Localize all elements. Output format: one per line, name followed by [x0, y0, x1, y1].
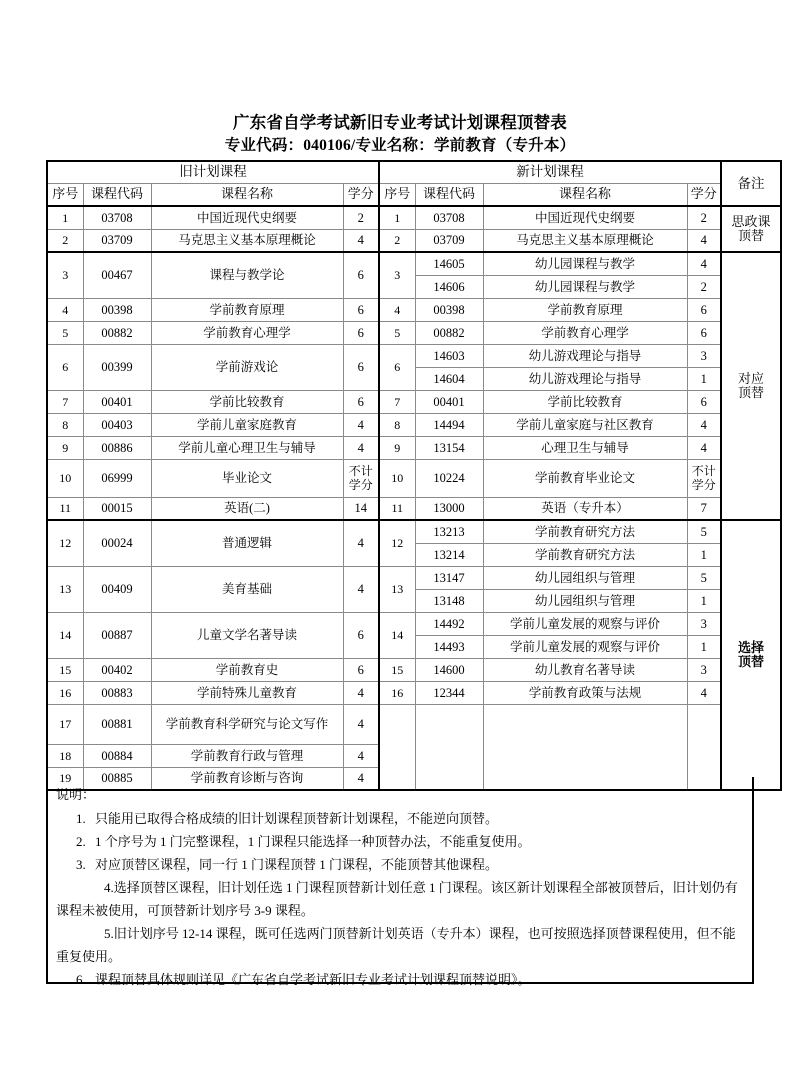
new-seq: 9 — [379, 436, 415, 459]
new-credit: 6 — [687, 321, 721, 344]
new-name: 学前儿童家庭与社区教育 — [483, 413, 687, 436]
table-row — [47, 413, 781, 436]
column-header-old-credit: 学分 — [343, 183, 379, 206]
new-credit: 7 — [687, 497, 721, 520]
new-code: 14605 — [415, 252, 483, 275]
old-seq: 1 — [47, 206, 83, 229]
old-name: 学前特殊儿童教育 — [151, 681, 343, 704]
old-code: 03709 — [83, 229, 151, 252]
new-name: 学前教育研究方法 — [483, 520, 687, 543]
new-name: 学前比较教育 — [483, 390, 687, 413]
new-credit: 6 — [687, 390, 721, 413]
page-title: 广东省自学考试新旧专业考试计划课程顶替表 — [233, 113, 567, 132]
course-substitution-table-wrapper — [46, 160, 771, 791]
old-name: 学前教育科学研究与论文写作 — [151, 704, 343, 744]
old-seq: 8 — [47, 413, 83, 436]
new-code: 14494 — [415, 413, 483, 436]
new-code: 00882 — [415, 321, 483, 344]
old-name: 英语(二) — [151, 497, 343, 520]
new-seq: 15 — [379, 658, 415, 681]
new-code: 14493 — [415, 635, 483, 658]
remark-optional — [721, 520, 781, 790]
table-row — [47, 206, 781, 229]
old-credit-line2: 学分 — [348, 478, 373, 492]
old-credit: 4 — [343, 413, 379, 436]
table-row — [47, 252, 781, 275]
new-credit: 1 — [687, 635, 721, 658]
new-seq: 2 — [379, 229, 415, 252]
table-row — [47, 344, 781, 367]
new-credit: 5 — [687, 566, 721, 589]
new-credit — [687, 459, 721, 497]
note-text: 只能用已取得合格成绩的旧计划课程顶替新计划课程，不能逆向顶替。 — [95, 811, 499, 826]
remark-politics-line1: 思政课 — [731, 214, 771, 229]
new-name: 英语（专升本） — [483, 497, 687, 520]
new-credit: 5 — [687, 520, 721, 543]
new-seq: 11 — [379, 497, 415, 520]
old-credit: 4 — [343, 681, 379, 704]
table-row — [47, 520, 781, 543]
note-number: 2. — [76, 834, 86, 849]
new-name: 幼儿游戏理论与指导 — [483, 367, 687, 390]
new-name: 幼儿园组织与管理 — [483, 566, 687, 589]
old-seq: 17 — [47, 704, 83, 744]
new-name: 心理卫生与辅导 — [483, 436, 687, 459]
old-code: 00403 — [83, 413, 151, 436]
old-credit: 14 — [343, 497, 379, 520]
old-seq: 6 — [47, 344, 83, 390]
old-code: 00885 — [83, 767, 151, 790]
old-credit-line1: 不计 — [348, 464, 373, 478]
note-item — [56, 922, 744, 968]
new-credit: 4 — [687, 413, 721, 436]
old-name: 学前教育原理 — [151, 298, 343, 321]
note-item — [56, 876, 744, 922]
old-seq: 10 — [47, 459, 83, 497]
old-credit: 4 — [343, 744, 379, 767]
note-item — [56, 968, 744, 991]
old-credit: 4 — [343, 704, 379, 744]
note-text: 选择顶替区课程，旧计划任选 1 门课程顶替新计划任意 1 门课程。该区新计划课程全部被顶替后，旧计划仍有课程未被使用，可顶替新计划序号 3-9 课程。 — [56, 880, 738, 918]
group-header-new-plan: 新计划课程 — [379, 161, 721, 183]
new-code: 14492 — [415, 612, 483, 635]
old-credit: 4 — [343, 767, 379, 790]
table-row — [47, 390, 781, 413]
old-seq: 7 — [47, 390, 83, 413]
new-code: 03709 — [415, 229, 483, 252]
old-credit: 6 — [343, 390, 379, 413]
new-code: 13214 — [415, 543, 483, 566]
table-row — [47, 436, 781, 459]
note-item — [56, 807, 744, 830]
new-code: 00398 — [415, 298, 483, 321]
table-row — [47, 681, 781, 704]
old-name: 儿童文学名著导读 — [151, 612, 343, 658]
new-code: 03708 — [415, 206, 483, 229]
old-name: 毕业论文 — [151, 459, 343, 497]
old-credit: 6 — [343, 252, 379, 298]
note-item — [56, 853, 744, 876]
old-name: 普通逻辑 — [151, 520, 343, 566]
notes-section — [46, 777, 754, 987]
new-code: 13148 — [415, 589, 483, 612]
new-credit: 4 — [687, 436, 721, 459]
note-text: 旧计划序号 12-14 课程，既可任选两门顶替新计划英语（专升本）课程，也可按照选择顶替课程使用，但不能重复使用。 — [56, 926, 736, 964]
old-code: 00015 — [83, 497, 151, 520]
new-name: 学前教育心理学 — [483, 321, 687, 344]
new-code: 14606 — [415, 275, 483, 298]
old-code: 00398 — [83, 298, 151, 321]
note-number: 6. — [76, 972, 86, 987]
old-seq: 15 — [47, 658, 83, 681]
old-name: 美育基础 — [151, 566, 343, 612]
old-code: 00024 — [83, 520, 151, 566]
old-name: 课程与教学论 — [151, 252, 343, 298]
new-name: 马克思主义基本原理概论 — [483, 229, 687, 252]
column-header-remark: 备注 — [721, 161, 781, 206]
new-name: 中国近现代史纲要 — [483, 206, 687, 229]
new-credit: 1 — [687, 543, 721, 566]
old-credit: 6 — [343, 612, 379, 658]
new-name: 幼儿园组织与管理 — [483, 589, 687, 612]
old-name: 学前教育行政与管理 — [151, 744, 343, 767]
new-seq: 4 — [379, 298, 415, 321]
new-name: 幼儿教育名著导读 — [483, 658, 687, 681]
table-group-header-row — [47, 161, 781, 183]
new-code: 10224 — [415, 459, 483, 497]
new-name: 学前教育毕业论文 — [483, 459, 687, 497]
remark-optional-line1: 选择 — [737, 640, 764, 655]
old-code: 00886 — [83, 436, 151, 459]
old-seq: 4 — [47, 298, 83, 321]
column-header-old-code: 课程代码 — [83, 183, 151, 206]
old-name: 学前教育诊断与咨询 — [151, 767, 343, 790]
new-credit: 4 — [687, 252, 721, 275]
old-code: 00401 — [83, 390, 151, 413]
new-seq: 6 — [379, 344, 415, 390]
old-seq: 5 — [47, 321, 83, 344]
old-credit: 6 — [343, 658, 379, 681]
page-subtitle: 专业代码：040106/专业名称：学前教育（专升本） — [224, 137, 576, 154]
old-code: 00882 — [83, 321, 151, 344]
title-block — [0, 112, 800, 156]
note-text: 对应顶替区课程，同一行 1 门课程顶替 1 门课程，不能顶替其他课程。 — [95, 857, 499, 872]
column-header-new-seq: 序号 — [379, 183, 415, 206]
old-credit: 4 — [343, 566, 379, 612]
old-code: 00883 — [83, 681, 151, 704]
new-name: 幼儿园课程与教学 — [483, 275, 687, 298]
old-code: 00467 — [83, 252, 151, 298]
new-credit: 1 — [687, 589, 721, 612]
old-seq: 19 — [47, 767, 83, 790]
old-credit: 6 — [343, 344, 379, 390]
new-seq: 3 — [379, 252, 415, 298]
old-seq: 11 — [47, 497, 83, 520]
table-row — [47, 612, 781, 635]
old-name: 学前儿童心理卫生与辅导 — [151, 436, 343, 459]
note-number: 4. — [104, 880, 114, 895]
remark-optional-line2: 顶替 — [737, 654, 764, 669]
new-seq: 7 — [379, 390, 415, 413]
new-credit: 3 — [687, 344, 721, 367]
old-seq: 14 — [47, 612, 83, 658]
old-credit: 4 — [343, 520, 379, 566]
new-seq: 16 — [379, 681, 415, 704]
new-name: 学前教育研究方法 — [483, 543, 687, 566]
group-header-old-plan: 旧计划课程 — [47, 161, 379, 183]
new-name: 学前教育原理 — [483, 298, 687, 321]
new-name: 学前儿童发展的观察与评价 — [483, 635, 687, 658]
new-name: 幼儿游戏理论与指导 — [483, 344, 687, 367]
new-credit: 4 — [687, 229, 721, 252]
table-row — [47, 497, 781, 520]
table-row — [47, 321, 781, 344]
old-code: 00402 — [83, 658, 151, 681]
table-row — [47, 658, 781, 681]
note-number: 1. — [76, 811, 86, 826]
old-credit: 6 — [343, 298, 379, 321]
note-text: 课程顶替具体规则详见《广东省自学考试新旧专业考试计划课程顶替说明》。 — [95, 972, 531, 987]
old-seq: 2 — [47, 229, 83, 252]
new-code: 13213 — [415, 520, 483, 543]
remark-corresponding — [721, 252, 781, 520]
old-code: 00881 — [83, 704, 151, 744]
old-code: 00884 — [83, 744, 151, 767]
old-name: 学前教育心理学 — [151, 321, 343, 344]
old-name: 学前儿童家庭教育 — [151, 413, 343, 436]
old-name: 中国近现代史纲要 — [151, 206, 343, 229]
new-seq: 8 — [379, 413, 415, 436]
old-credit — [343, 459, 379, 497]
column-header-old-seq: 序号 — [47, 183, 83, 206]
table-column-header-row — [47, 183, 781, 206]
new-credit: 3 — [687, 658, 721, 681]
new-seq: 1 — [379, 206, 415, 229]
new-credit: 3 — [687, 612, 721, 635]
new-code: 14604 — [415, 367, 483, 390]
new-name: 学前儿童发展的观察与评价 — [483, 612, 687, 635]
note-number: 3. — [76, 857, 86, 872]
old-name: 学前游戏论 — [151, 344, 343, 390]
remark-corresponding-line2: 顶替 — [737, 385, 764, 400]
new-seq: 13 — [379, 566, 415, 612]
note-number: 5. — [104, 926, 114, 941]
new-code: 13000 — [415, 497, 483, 520]
new-code: 14600 — [415, 658, 483, 681]
new-name: 幼儿园课程与教学 — [483, 252, 687, 275]
old-seq: 13 — [47, 566, 83, 612]
old-seq: 9 — [47, 436, 83, 459]
old-name: 学前教育史 — [151, 658, 343, 681]
old-seq: 18 — [47, 744, 83, 767]
new-credit: 4 — [687, 681, 721, 704]
new-credit: 6 — [687, 298, 721, 321]
column-header-old-name: 课程名称 — [151, 183, 343, 206]
old-credit: 4 — [343, 229, 379, 252]
new-credit-line1: 不计 — [691, 464, 716, 478]
table-row — [47, 298, 781, 321]
old-credit: 2 — [343, 206, 379, 229]
old-name: 马克思主义基本原理概论 — [151, 229, 343, 252]
new-name: 学前教育政策与法规 — [483, 681, 687, 704]
column-header-new-credit: 学分 — [687, 183, 721, 206]
course-substitution-table — [46, 160, 782, 791]
new-seq: 5 — [379, 321, 415, 344]
table-row — [47, 566, 781, 589]
new-code: 12344 — [415, 681, 483, 704]
new-code: 13154 — [415, 436, 483, 459]
new-credit: 2 — [687, 206, 721, 229]
new-credit: 1 — [687, 367, 721, 390]
column-header-new-name: 课程名称 — [483, 183, 687, 206]
old-seq: 3 — [47, 252, 83, 298]
new-credit: 2 — [687, 275, 721, 298]
new-code: 13147 — [415, 566, 483, 589]
note-item — [56, 830, 744, 853]
new-seq: 10 — [379, 459, 415, 497]
new-code: 00401 — [415, 390, 483, 413]
old-code: 00399 — [83, 344, 151, 390]
old-name: 学前比较教育 — [151, 390, 343, 413]
table-row — [47, 229, 781, 252]
new-credit-line2: 学分 — [691, 478, 716, 492]
table-row — [47, 704, 781, 744]
remark-politics — [721, 206, 781, 252]
old-code: 00409 — [83, 566, 151, 612]
new-seq: 14 — [379, 612, 415, 658]
old-credit: 4 — [343, 436, 379, 459]
old-code: 03708 — [83, 206, 151, 229]
table-row — [47, 459, 781, 497]
note-text: 1 个序号为 1 门完整课程，1 门课程只能选择一种顶替办法，不能重复使用。 — [95, 834, 531, 849]
old-seq: 16 — [47, 681, 83, 704]
old-code: 06999 — [83, 459, 151, 497]
old-seq: 12 — [47, 520, 83, 566]
old-code: 00887 — [83, 612, 151, 658]
column-header-new-code: 课程代码 — [415, 183, 483, 206]
old-credit: 6 — [343, 321, 379, 344]
remark-politics-line2: 顶替 — [737, 228, 764, 243]
new-seq: 12 — [379, 520, 415, 566]
notes-label: 说明： — [56, 787, 96, 802]
new-code: 14603 — [415, 344, 483, 367]
remark-corresponding-line1: 对应 — [737, 371, 764, 386]
